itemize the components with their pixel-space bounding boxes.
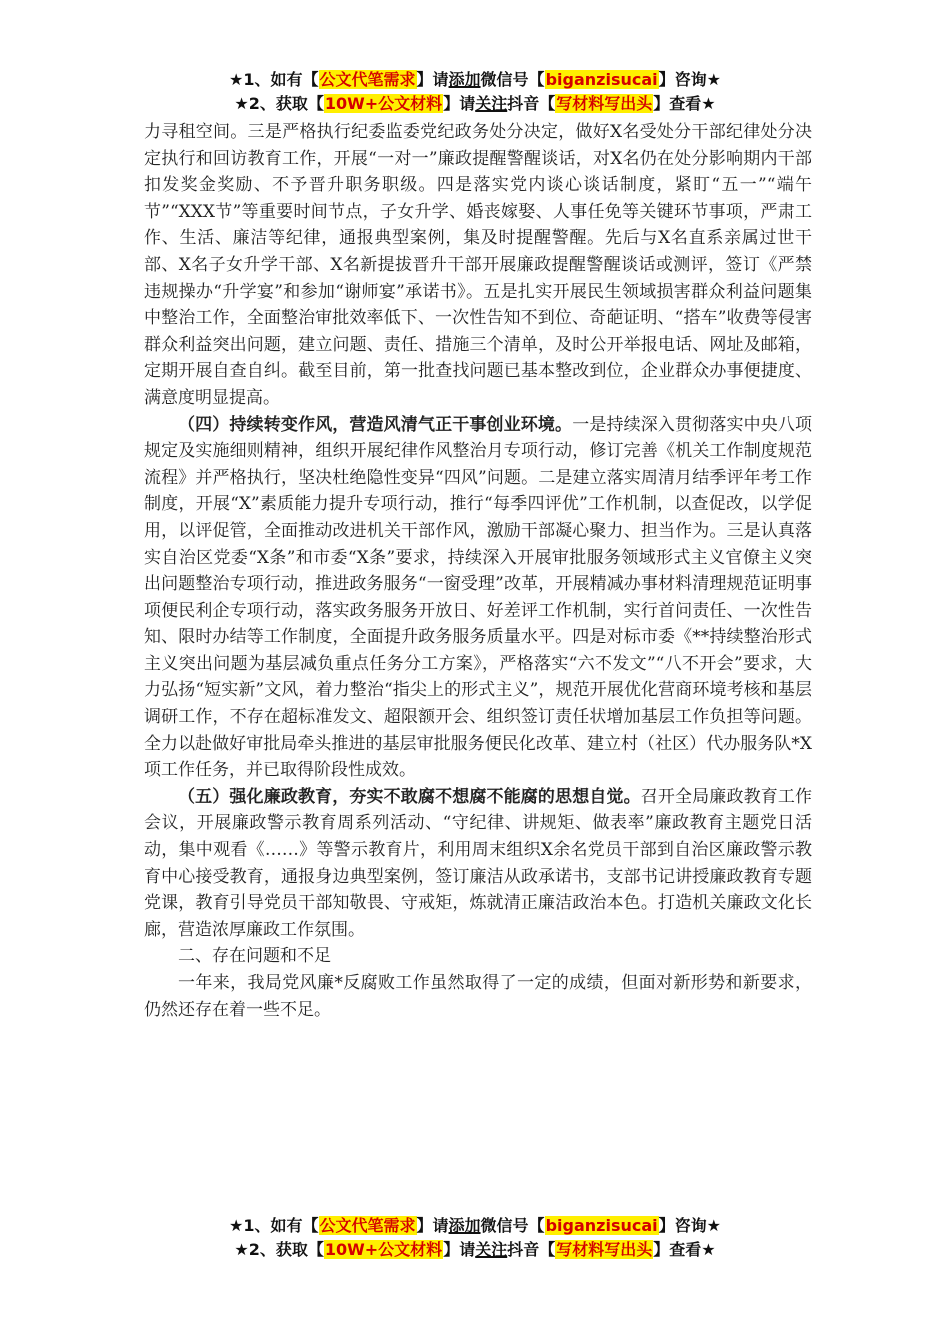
promo-text: ★2、获取【 [234,1240,324,1259]
promo-text: 】请 [416,1216,449,1235]
paragraph-continued: 力寻租空间。三是严格执行纪委监委党纪政务处分决定，做好X名受处分干部纪律处分决定执行和回访教育工作，开展“一对一”廉政提醒警醒谈话，对X名仍在处分影响期内干部扣发奖金奖励、不予晋升职务职级。四是落实党内谈心谈话制度，紧盯“五一”“端午节”“XXX节”等重要时间节点，子女升学、婚丧嫁娶、人事任免等关键环节事项，严肃工作、生活、廉洁等纪律，通报典型案例，集及时提醒警醒。先后与X名直系亲属过世干部、X名子女升学干部、X名新提拔晋升干部开展廉政提醒警醒谈话或测评，签订《严禁违规操办“升学宴”和参加“谢师宴”承诺书》。五是扎实开展民生领域损害群众利益问题集中整治工作，全面整治审批效率低下、一次性告知不到位、奇葩证明、“搭车”收费等侵害群众利益突出问题，建立问题、责任、措施三个清单，及时公开举报电话、网址及邮箱，定期开展自查自纠。截至目前，第一批查找问题已基本整改到位，企业群众办事便捷度、满意度明显提高。 [144,122,812,408]
promo-text: 】请 [443,94,476,113]
document-body [144,119,812,1023]
promo-text: 】请 [443,1240,476,1259]
promo-text: ★1、如有【 [229,70,319,89]
promo-text: ★1、如有【 [229,1216,319,1235]
promo-text: 抖音【 [507,94,556,113]
paragraph-heading: （五）强化廉政教育，夯实不敢腐不想腐不能腐的思想自觉。 [178,786,641,807]
highlight-text: 公文代笔需求 [319,1216,416,1235]
paragraph-heading: （四）持续转变作风，营造风清气正干事创业环境。 [178,414,573,435]
paragraph-text: 一是持续深入贯彻落实中央八项规定及实施细则精神，组织开展纪律作风整治月专项行动，修订完善《机关工作制度规范流程》并严格执行，坚决杜绝隐性变异“四风”问题。二是建立落实周清月结季评年考工作制度，开展“X”素质能力提升专项行动，推行“每季四评优”工作机制，以查促改，以学促用，以评促管，全面推动改进机关干部作风，激励干部凝心聚力、担当作为。三是认真落实自治区党委“X条”和市委“X条”要求，持续深入开展审批服务领域形式主义官僚主义突出问题整治专项行动，推进政务服务“一窗受理”改革，开展精减办事材料清理规范证明事项便民利企专项行动，落实政务服务开放日、好差评工作机制，实行首问责任、一次性告知、限时办结等工作制度，全面提升政务服务质量水平。四是对标市委《**持续整治形式主义突出问题为基层减负重点任务分工方案》，严格落实“六不发文”“八不开会”要求，大力弘扬“短实新”文风，着力整治“指尖上的形式主义”，规范开展优化营商环境考核和基层调研工作，不存在超标准发文、超限额开会、组织签订责任状增加基层工作负担等问题。全力以赴做好审批局牵头推进的基层审批服务便民化改革、建立村（社区）代办服务队*X项工作任务，并已取得阶段性成效。 [144,414,813,781]
promo-text: 】查看★ [653,1240,716,1259]
promo-line-1 [0,1214,950,1238]
bottom-promo-banner [0,1214,950,1262]
highlight-text: biganzisucai [545,1216,658,1235]
promo-text: 】咨询★ [658,70,721,89]
promo-text: ★2、获取【 [234,94,324,113]
highlight-text: 10W+公文材料 [324,94,443,113]
highlight-text: 公文代笔需求 [319,70,416,89]
top-promo-banner [0,68,950,116]
promo-text: 】查看★ [653,94,716,113]
underlined-text: 关注 [475,94,508,113]
promo-text: 微信号【 [480,70,545,89]
promo-text: 抖音【 [507,1240,556,1259]
paragraph-integrity-education [144,784,812,944]
underlined-text: 添加 [448,70,481,89]
underlined-text: 关注 [475,1240,508,1259]
promo-line-2 [0,1238,950,1262]
promo-text: 】请 [416,70,449,89]
promo-line-2 [0,92,950,116]
underlined-text: 添加 [448,1216,481,1235]
paragraph-style-improvement [144,412,812,784]
highlight-text: 写材料写出头 [556,1240,653,1259]
promo-text: 】咨询★ [658,1216,721,1235]
promo-line-1 [0,68,950,92]
promo-text: 微信号【 [480,1216,545,1235]
highlight-text: 写材料写出头 [556,94,653,113]
paragraph-summary: 一年来，我局党风廉*反腐败工作虽然取得了一定的成绩，但面对新形势和新要求，仍然还存在着一些不足。 [144,973,812,1020]
highlight-text: 10W+公文材料 [324,1240,443,1259]
paragraph-text: 召开全局廉政教育工作会议，开展廉政警示教育周系列活动、“守纪律、讲规矩、做表率”廉政教育主题党日活动，集中观看《……》等警示教育片，利用周末组织X余名党员干部到自治区廉政警示教育中心接受教育，通报身边典型案例，签订廉洁从政承诺书，支部书记讲授廉政教育专题党课，教育引导党员干部知敬畏、守戒矩，炼就清正廉洁政治本色。打造机关廉政文化长廊，营造浓厚廉政工作氛围。 [144,786,812,940]
section-title: 二、存在问题和不足 [178,946,331,967]
highlight-text: biganzisucai [545,70,658,89]
